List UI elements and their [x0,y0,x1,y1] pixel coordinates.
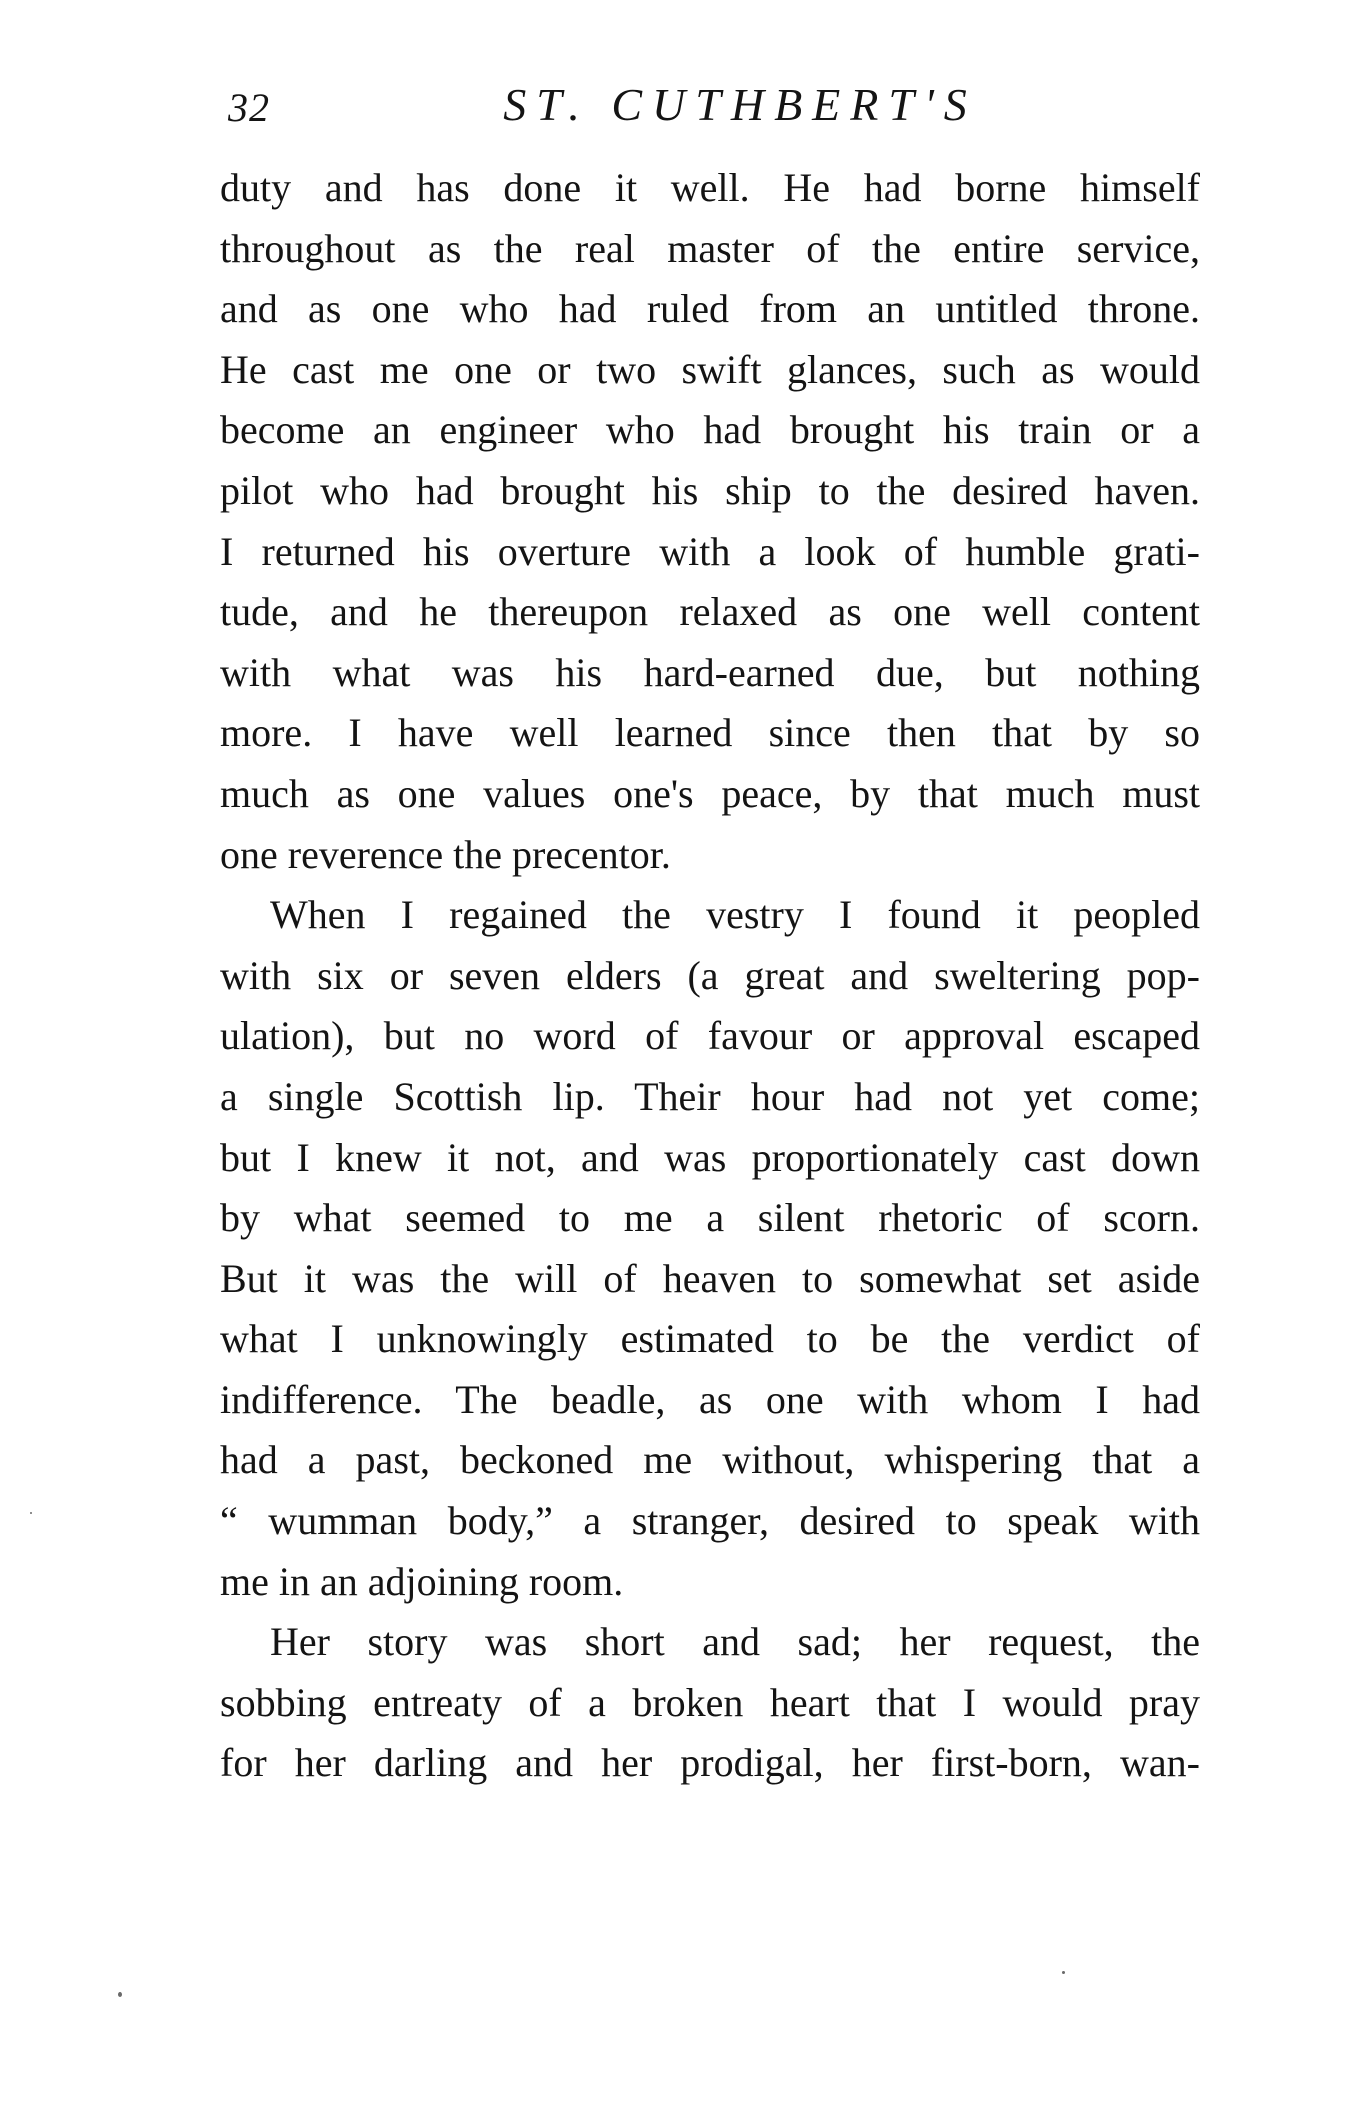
text-line: much as one values one's peace, by that much must [220,770,1200,816]
running-title: ST. CUTHBERT'S [503,79,977,130]
text-line: “ wumman body,” a stranger, desired to speak with [220,1498,1200,1544]
text-line: become an engineer who had brought his train or a [220,407,1200,453]
paper-speck [118,1992,122,1997]
text-line: a single Scottish lip. Their hour had not yet come; [220,1073,1200,1119]
paper-speck [30,1512,32,1514]
text-line: me in an adjoining room. [220,1558,624,1604]
text-line: and as one who had ruled from an untitled throne. [220,286,1200,332]
text-line: but I knew it not, and was proportionately cast down [220,1134,1200,1180]
text-line: pilot who had brought his ship to the desired haven. [220,467,1200,513]
text-line: more. I have well learned since then that by so [220,710,1200,756]
page-number: 32 [228,85,270,130]
text-line: ulation), but no word of favour or approval escaped [220,1013,1200,1059]
text-line: He cast me one or two swift glances, such as would [220,346,1200,392]
text-line: with six or seven elders (a great and sweltering pop- [220,952,1200,998]
text-line: But it was the will of heaven to somewhat set aside [220,1255,1200,1301]
text-line: indifference. The beadle, as one with whom I had [220,1376,1200,1422]
text-line: sobbing entreaty of a broken heart that I would pray [220,1679,1200,1725]
body-text [220,158,1200,1794]
text-line: what I unknowingly estimated to be the verdict of [220,1316,1200,1362]
text-line: one reverence the precentor. [220,831,671,877]
paragraph-2 [220,885,1200,1612]
running-head [220,78,1200,138]
paragraph-1 [220,158,1200,885]
text-line: tude, and he thereupon relaxed as one well content [220,589,1200,635]
text-line: When I regained the vestry I found it peopled [270,892,1200,938]
text-line: duty and has done it well. He had borne himself [220,165,1200,210]
text-line: with what was his hard-earned due, but nothing [220,649,1200,695]
paper-speck [1062,1971,1065,1974]
text-line: throughout as the real master of the entire service, [220,225,1200,271]
text-line: Her story was short and sad; her request, the [270,1619,1200,1665]
text-line: by what seemed to me a silent rhetoric of scorn. [220,1195,1200,1241]
text-line: I returned his overture with a look of humble grati- [220,528,1200,574]
text-line: for her darling and her prodigal, her first-born, wan- [220,1740,1200,1786]
text-line: had a past, beckoned me without, whispering that a [220,1437,1200,1483]
paragraph-3 [220,1612,1200,1794]
